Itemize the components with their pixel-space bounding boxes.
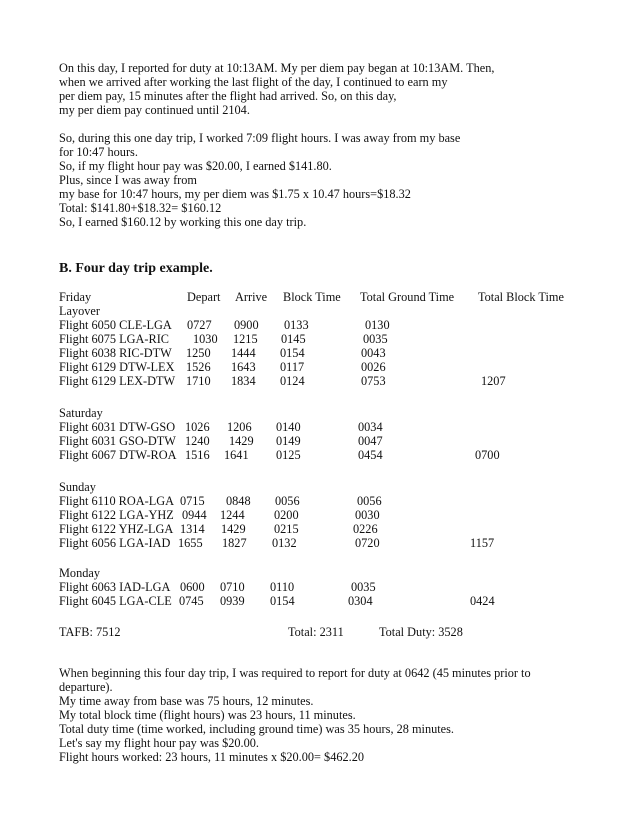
summary-line: My time away from base was 75 hours, 12 minutes. <box>59 694 314 708</box>
header-block-time: Block Time <box>283 290 341 304</box>
arrive-cell: 0710 <box>220 580 245 594</box>
depart-cell: 1526 <box>186 360 211 374</box>
ground-cell: 0026 <box>361 360 386 374</box>
flight-cell: Flight 6031 DTW-GSO <box>59 420 176 434</box>
intro-line: my per diem pay continued until 2104. <box>59 103 250 117</box>
ground-cell: 0035 <box>351 580 376 594</box>
arrive-cell: 0939 <box>220 594 245 608</box>
block-cell: 0117 <box>280 360 305 374</box>
block-cell: 0132 <box>272 536 297 550</box>
summary-line: When beginning this four day trip, I was required to report for duty at 0642 (45 minutes prior to <box>59 666 531 680</box>
flight-cell: Flight 6031 GSO-DTW <box>59 434 176 448</box>
depart-cell: 1314 <box>180 522 205 536</box>
intro-line: when we arrived after working the last flight of the day, I continued to earn my <box>59 75 448 89</box>
arrive-cell: 1834 <box>231 374 256 388</box>
block-cell: 0133 <box>284 318 309 332</box>
arrive-cell: 1215 <box>233 332 258 346</box>
ground-cell: 0034 <box>358 420 383 434</box>
ground-cell: 0720 <box>355 536 380 550</box>
intro-line: On this day, I reported for duty at 10:13AM. My per diem pay began at 10:13AM. Then, <box>59 61 495 75</box>
total-cell: 1207 <box>481 374 506 388</box>
depart-cell: 1240 <box>185 434 210 448</box>
flight-cell: Flight 6038 RIC-DTW <box>59 346 172 360</box>
arrive-cell: 1444 <box>231 346 256 360</box>
block-cell: 0154 <box>270 594 295 608</box>
header-depart: Depart <box>187 290 221 304</box>
flight-cell: Flight 6045 LGA-CLE <box>59 594 172 608</box>
depart-cell: 1710 <box>186 374 211 388</box>
block-cell: 0125 <box>276 448 301 462</box>
flight-cell: Flight 6067 DTW-ROA <box>59 448 177 462</box>
day-label-friday: Friday <box>59 290 92 304</box>
ground-cell: 0056 <box>357 494 382 508</box>
arrive-cell: 1643 <box>231 360 256 374</box>
depart-cell: 1250 <box>186 346 211 360</box>
flight-cell: Flight 6056 LGA-IAD <box>59 536 171 550</box>
summary-line: My total block time (flight hours) was 23 hours, 11 minutes. <box>59 708 356 722</box>
block-cell: 0215 <box>274 522 299 536</box>
depart-cell: 0715 <box>180 494 205 508</box>
block-cell: 0149 <box>276 434 301 448</box>
day-label-monday: Monday <box>59 566 100 580</box>
flight-cell: Flight 6129 DTW-LEX <box>59 360 175 374</box>
block-cell: 0140 <box>276 420 301 434</box>
depart-cell: 0600 <box>180 580 205 594</box>
arrive-cell: 1429 <box>221 522 246 536</box>
depart-cell: 0944 <box>182 508 207 522</box>
summary-line: Flight hours worked: 23 hours, 11 minutes x $20.00= $462.20 <box>59 750 365 764</box>
block-cell: 0124 <box>280 374 305 388</box>
block-cell: 0200 <box>274 508 299 522</box>
depart-cell: 1655 <box>178 536 203 550</box>
calc-line: So, if my flight hour pay was $20.00, I earned $141.80. <box>59 159 332 173</box>
arrive-cell: 1244 <box>220 508 245 522</box>
duty-total: Total Duty: 3528 <box>379 625 463 639</box>
intro-line: per diem pay, 15 minutes after the flight had arrived. So, on this day, <box>59 89 397 103</box>
flight-cell: Flight 6122 YHZ-LGA <box>59 522 174 536</box>
ground-cell: 0043 <box>361 346 386 360</box>
total-cell: 0700 <box>475 448 500 462</box>
arrive-cell: 0848 <box>226 494 251 508</box>
ground-cell: 0035 <box>363 332 388 346</box>
calc-line: So, during this one day trip, I worked 7:09 flight hours. I was away from my base <box>59 131 461 145</box>
flight-cell: Flight 6063 IAD-LGA <box>59 580 171 594</box>
summary-line: departure). <box>59 680 113 694</box>
flight-cell: Flight 6110 ROA-LGA <box>59 494 175 508</box>
arrive-cell: 1827 <box>222 536 247 550</box>
flight-cell: Flight 6129 LEX-DTW <box>59 374 176 388</box>
depart-cell: 1026 <box>185 420 210 434</box>
block-cell: 0110 <box>270 580 295 594</box>
header-layover: Layover <box>59 304 100 318</box>
day-label-sunday: Sunday <box>59 480 96 494</box>
ground-cell: 0047 <box>358 434 383 448</box>
arrive-cell: 1641 <box>224 448 249 462</box>
tafb-total: TAFB: 7512 <box>59 625 121 639</box>
arrive-cell: 1429 <box>229 434 254 448</box>
total-cell: 0424 <box>470 594 495 608</box>
ground-cell: 0304 <box>348 594 373 608</box>
calc-line: for 10:47 hours. <box>59 145 138 159</box>
calc-line: my base for 10:47 hours, my per diem was $1.75 x 10.47 hours=$18.32 <box>59 187 411 201</box>
calc-line: So, I earned $160.12 by working this one day trip. <box>59 215 307 229</box>
section-heading: B. Four day trip example. <box>59 261 213 276</box>
arrive-cell: 0900 <box>234 318 259 332</box>
calc-line: Plus, since I was away from <box>59 173 197 187</box>
flight-cell: Flight 6075 LGA-RIC <box>59 332 169 346</box>
calc-line: Total: $141.80+$18.32= $160.12 <box>59 201 222 215</box>
ground-cell: 0030 <box>355 508 380 522</box>
header-total-block-time: Total Block Time <box>478 290 564 304</box>
depart-cell: 0745 <box>179 594 204 608</box>
block-cell: 0145 <box>281 332 306 346</box>
ground-cell: 0226 <box>353 522 378 536</box>
depart-cell: 1516 <box>185 448 210 462</box>
block-total: Total: 2311 <box>288 625 344 639</box>
ground-cell: 0454 <box>358 448 383 462</box>
arrive-cell: 1206 <box>227 420 252 434</box>
day-label-saturday: Saturday <box>59 406 103 420</box>
header-arrive: Arrive <box>235 290 268 304</box>
header-total-ground-time: Total Ground Time <box>360 290 455 304</box>
block-cell: 0154 <box>280 346 305 360</box>
ground-cell: 0130 <box>365 318 390 332</box>
summary-line: Total duty time (time worked, including ground time) was 35 hours, 28 minutes. <box>59 722 454 736</box>
ground-cell: 0753 <box>361 374 386 388</box>
summary-line: Let's say my flight hour pay was $20.00. <box>59 736 259 750</box>
flight-cell: Flight 6050 CLE-LGA <box>59 318 172 332</box>
depart-cell: 1030 <box>193 332 218 346</box>
block-cell: 0056 <box>275 494 300 508</box>
flight-cell: Flight 6122 LGA-YHZ <box>59 508 174 522</box>
total-cell: 1157 <box>470 536 495 550</box>
depart-cell: 0727 <box>187 318 212 332</box>
